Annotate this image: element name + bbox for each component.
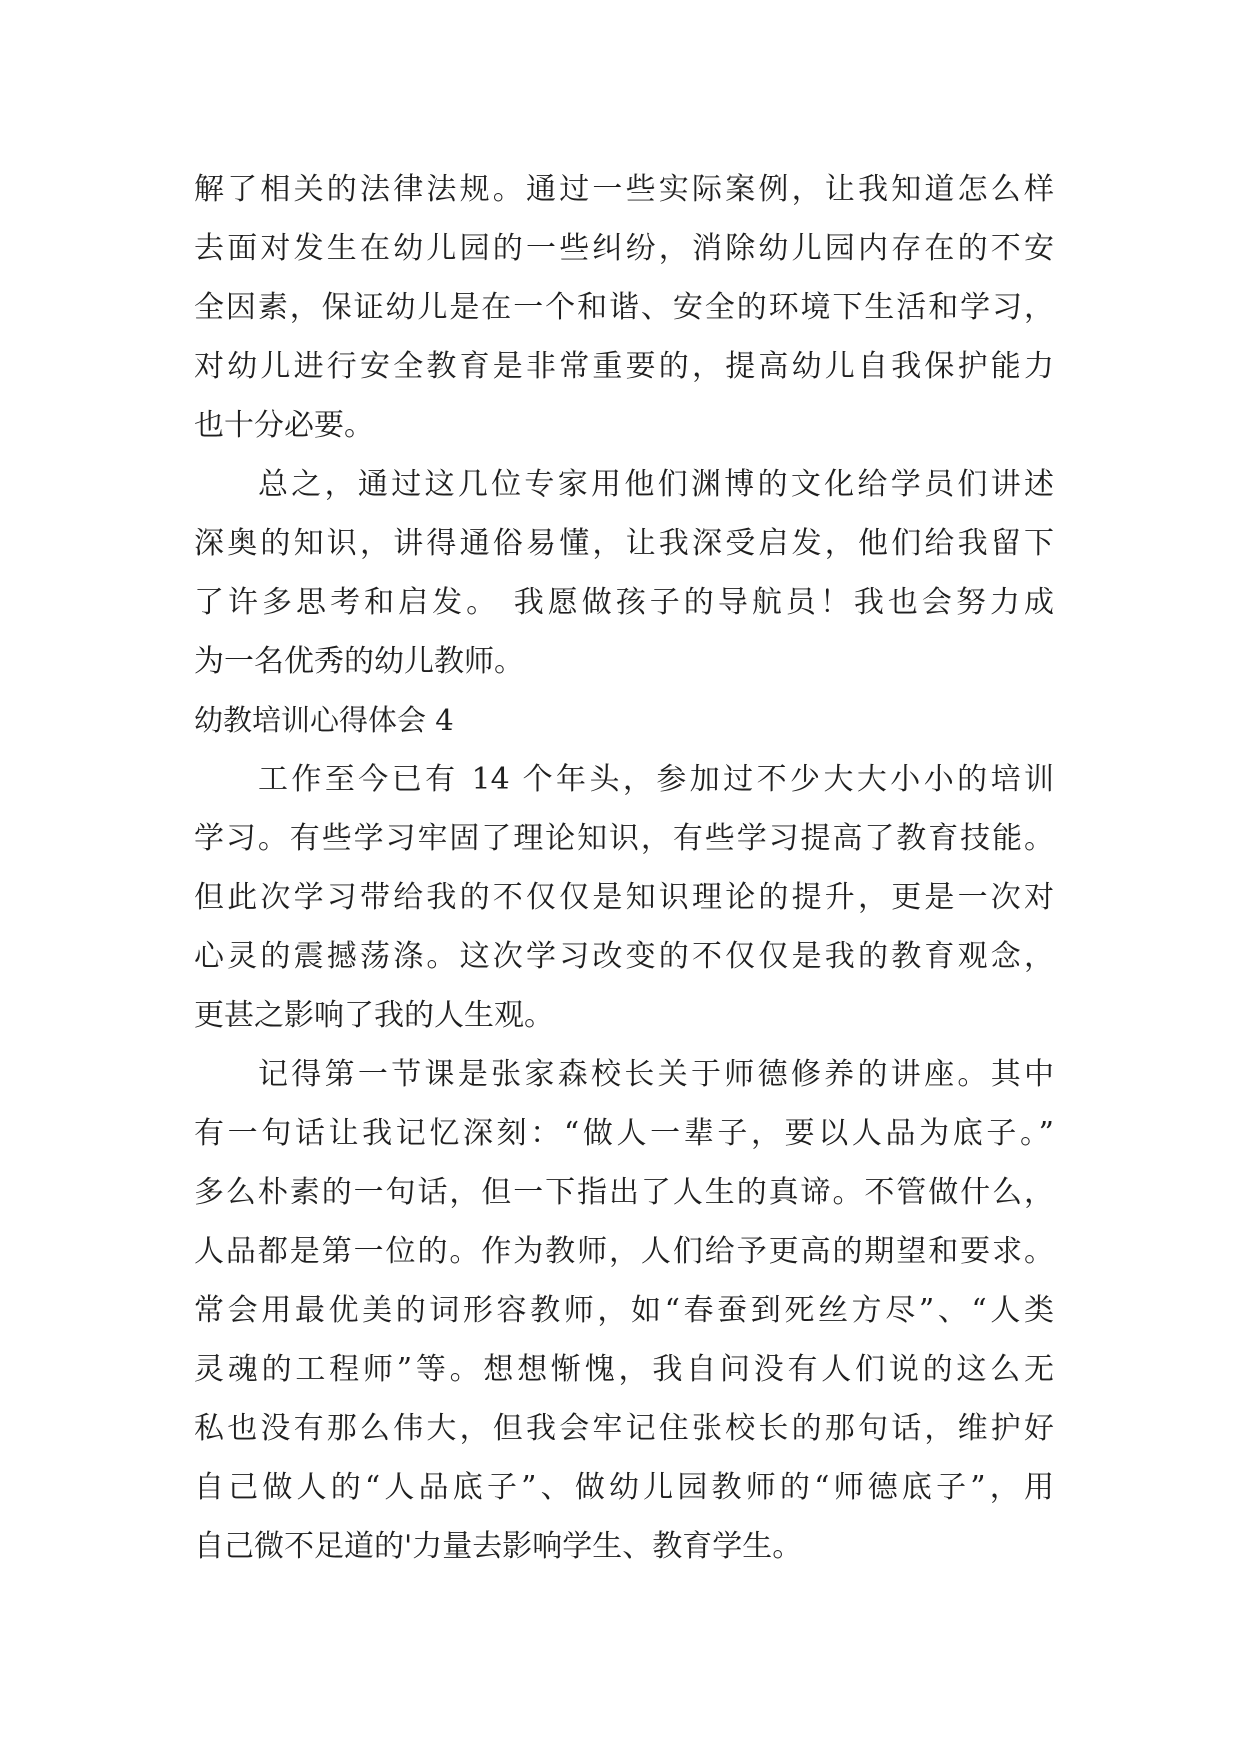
text-line: 了许多思考和启发。 我愿做孩子的导航员！我也会努力成: [194, 585, 1054, 620]
text-line: 多么朴素的一句话，但一下指出了人生的真谛。不管做什么，: [194, 1175, 1054, 1210]
text-line: 去面对发生在幼儿园的一些纠纷，消除幼儿园内存在的不安: [194, 231, 1054, 266]
text-line: 常会用最优美的词形容教师，如“春蚕到死丝方尽”、“人类: [194, 1293, 1054, 1328]
paragraph-conclusion: [194, 455, 1054, 691]
text-line: 全因素，保证幼儿是在一个和谐、安全的环境下生活和学习，: [194, 290, 1054, 325]
paragraph-work-experience: [194, 750, 1054, 1045]
text-line: 为一名优秀的幼儿教师。: [194, 644, 524, 679]
text-line: 深奥的知识，讲得通俗易懂，让我深受启发，他们给我留下: [194, 526, 1054, 561]
text-line: 心灵的震撼荡涤。这次学习改变的不仅仅是我的教育观念，: [194, 939, 1054, 974]
text-line: 学习。有些学习牢固了理论知识，有些学习提高了教育技能。: [194, 821, 1054, 856]
text-line: 对幼儿进行安全教育是非常重要的，提高幼儿自我保护能力: [194, 349, 1054, 384]
text-line: 自己微不足道的'力量去影响学生、教育学生。: [194, 1529, 803, 1564]
section-heading: 幼教培训心得体会 4: [194, 703, 454, 737]
text-line: 有一句话让我记忆深刻：“做人一辈子，要以人品为底子。”: [194, 1116, 1054, 1151]
text-line: 总之，通过这几位专家用他们渊博的文化给学员们讲述: [258, 467, 1054, 502]
text-line: 也十分必要。: [194, 408, 374, 443]
text-line: 自己做人的“人品底子”、做幼儿园教师的“师德底子”，用: [194, 1470, 1054, 1505]
document-body: [194, 160, 1054, 1576]
text-line: 解了相关的法律法规。通过一些实际案例，让我知道怎么样: [194, 172, 1054, 207]
paragraph-teacher-ethics: [194, 1045, 1054, 1576]
text-line: 人品都是第一位的。作为教师，人们给予更高的期望和要求。: [194, 1234, 1054, 1269]
text-line: 但此次学习带给我的不仅仅是知识理论的提升，更是一次对: [194, 880, 1054, 915]
text-line: 私也没有那么伟大，但我会牢记住张校长的那句话，维护好: [194, 1411, 1054, 1446]
text-line: 灵魂的工程师”等。想想惭愧，我自问没有人们说的这么无: [194, 1352, 1054, 1387]
text-line: 记得第一节课是张家森校长关于师德修养的讲座。其中: [258, 1057, 1054, 1092]
text-line: 工作至今已有 14 个年头，参加过不少大大小小的培训: [258, 762, 1054, 797]
paragraph-legal-safety: [194, 160, 1054, 455]
text-line: 更甚之影响了我的人生观。: [194, 998, 554, 1033]
